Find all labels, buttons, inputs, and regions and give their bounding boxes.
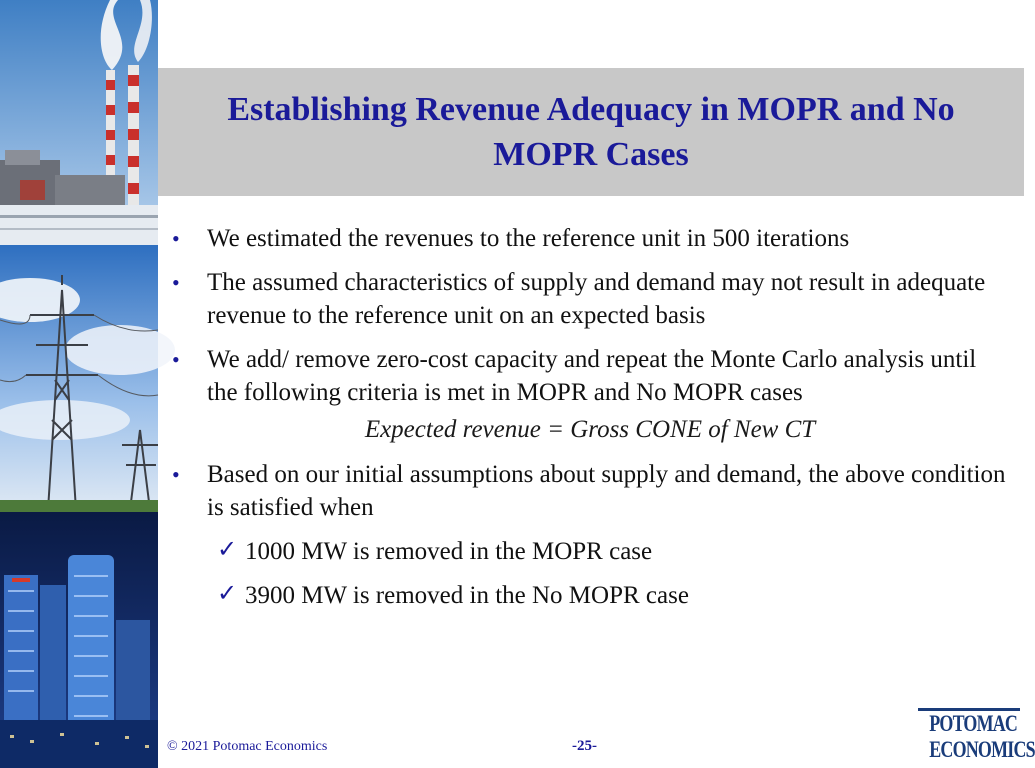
bullet-item bbox=[170, 222, 1010, 255]
check-text: 1000 MW is removed in the MOPR case bbox=[245, 538, 653, 565]
bullet-text: We add/ remove zero-cost capacity and repeat the Monte Carlo analysis until the following criteria is met in MOPR and No MOPR cases bbox=[207, 346, 977, 406]
bullet-dot-icon: • bbox=[172, 462, 180, 487]
transmission-towers-photo bbox=[0, 245, 175, 512]
logo-line-2: ECONOMICS bbox=[929, 737, 1035, 762]
revenue-formula: Expected revenue = Gross CONE of New CT bbox=[364, 416, 816, 443]
bullet-item bbox=[170, 458, 1010, 524]
bullet-text: The assumed characteristics of supply and demand may not result in adequate revenue to the reference unit on an expected basis bbox=[207, 269, 986, 329]
logo-line-1: POTOMAC bbox=[929, 711, 1018, 736]
slide-title: Establishing Revenue Adequacy in MOPR and No MOPR Cases bbox=[227, 91, 955, 173]
page-number: -25- bbox=[572, 738, 597, 754]
bullet-dot-icon: • bbox=[172, 270, 180, 295]
copyright-notice: © 2021 Potomac Economics bbox=[167, 739, 328, 754]
check-item bbox=[170, 535, 1010, 568]
check-text: 3900 MW is removed in the No MOPR case bbox=[245, 582, 689, 609]
checkmark-icon: ✓ bbox=[217, 535, 238, 563]
bullet-item bbox=[170, 343, 1010, 409]
potomac-economics-logo bbox=[918, 708, 1035, 766]
bullet-dot-icon: • bbox=[172, 226, 180, 251]
city-skyline-photo bbox=[0, 512, 158, 768]
power-plant-photo bbox=[0, 0, 158, 245]
bullet-text: Based on our initial assumptions about supply and demand, the above condition is satisfied when bbox=[207, 461, 1006, 521]
checkmark-icon: ✓ bbox=[217, 579, 238, 607]
bullet-dot-icon: • bbox=[172, 347, 180, 372]
side-photo-strip bbox=[0, 0, 158, 768]
title-band bbox=[158, 68, 1024, 196]
bullet-text: We estimated the revenues to the reference unit in 500 iterations bbox=[207, 225, 850, 252]
slide-body bbox=[170, 222, 1010, 623]
check-item bbox=[170, 579, 1010, 612]
bullet-item bbox=[170, 266, 1010, 332]
